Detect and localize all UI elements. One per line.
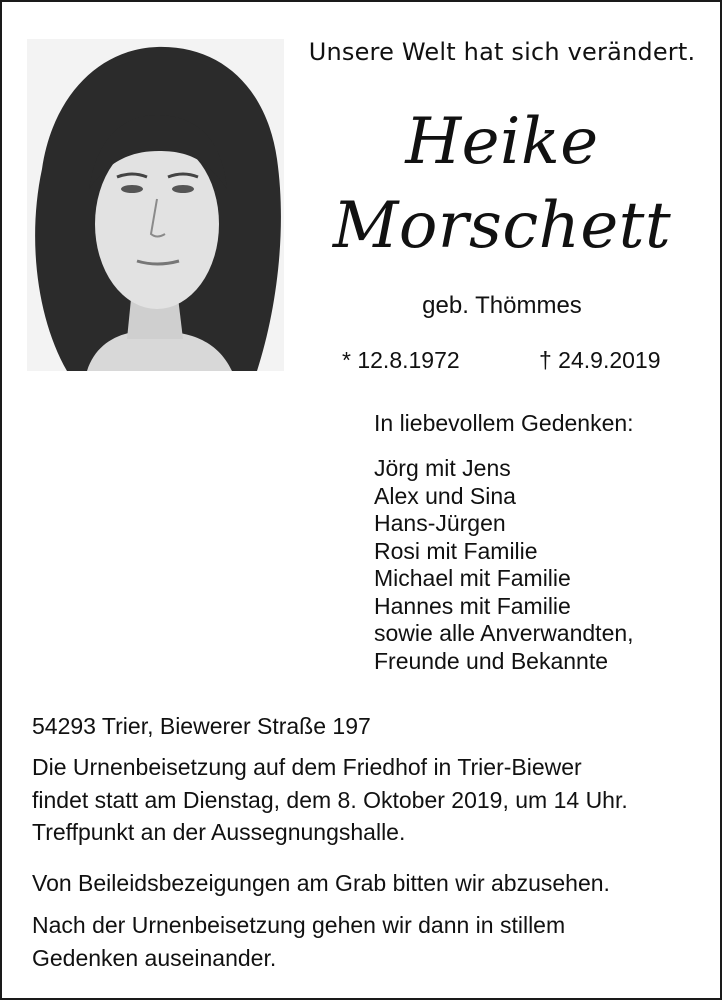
mourner-item: Alex und Sina	[374, 482, 516, 509]
birth-date: * 12.8.1972	[342, 347, 460, 373]
closing-paragraph	[32, 909, 702, 974]
text-line: Treffpunkt an der Aussegnungshalle.	[32, 819, 406, 845]
text-line: Nach der Urnenbeisetzung gehen wir dann in stillem	[32, 912, 566, 938]
mourners-list	[374, 455, 634, 675]
text-line: findet statt am Dienstag, dem 8. Oktober 2019, um 14 Uhr.	[32, 786, 628, 813]
memory-heading: In liebevollem Gedenken:	[374, 410, 634, 436]
mourner-item: Hannes mit Familie	[374, 592, 571, 619]
address: 54293 Trier, Biewerer Straße 197	[32, 713, 371, 739]
burial-info-paragraph	[32, 751, 702, 849]
mourner-item: Michael mit Familie	[374, 565, 571, 591]
mourner-item: Freunde und Bekannte	[374, 647, 609, 674]
mourner-item: Jörg mit Jens	[374, 455, 511, 481]
motto-line: Unsere Welt hat sich verändert.	[308, 38, 696, 66]
death-date: † 24.9.2019	[539, 347, 661, 373]
portrait-photo	[27, 39, 284, 371]
mourner-item: sowie alle Anverwandten,	[374, 620, 634, 646]
maiden-name: geb. Thömmes	[422, 292, 582, 319]
text-line: Die Urnenbeisetzung auf dem Friedhof in Trier-Biewer	[32, 754, 582, 780]
condolence-paragraph	[32, 867, 702, 900]
last-name: Morschett	[332, 189, 672, 263]
mourner-item: Rosi mit Familie	[374, 537, 538, 564]
first-name: Heike	[405, 105, 599, 179]
mourner-item: Hans-Jürgen	[374, 510, 506, 536]
text-line: Von Beileidsbezeigungen am Grab bitten wir abzusehen.	[32, 870, 610, 896]
text-line: Gedenken auseinander.	[32, 944, 277, 971]
